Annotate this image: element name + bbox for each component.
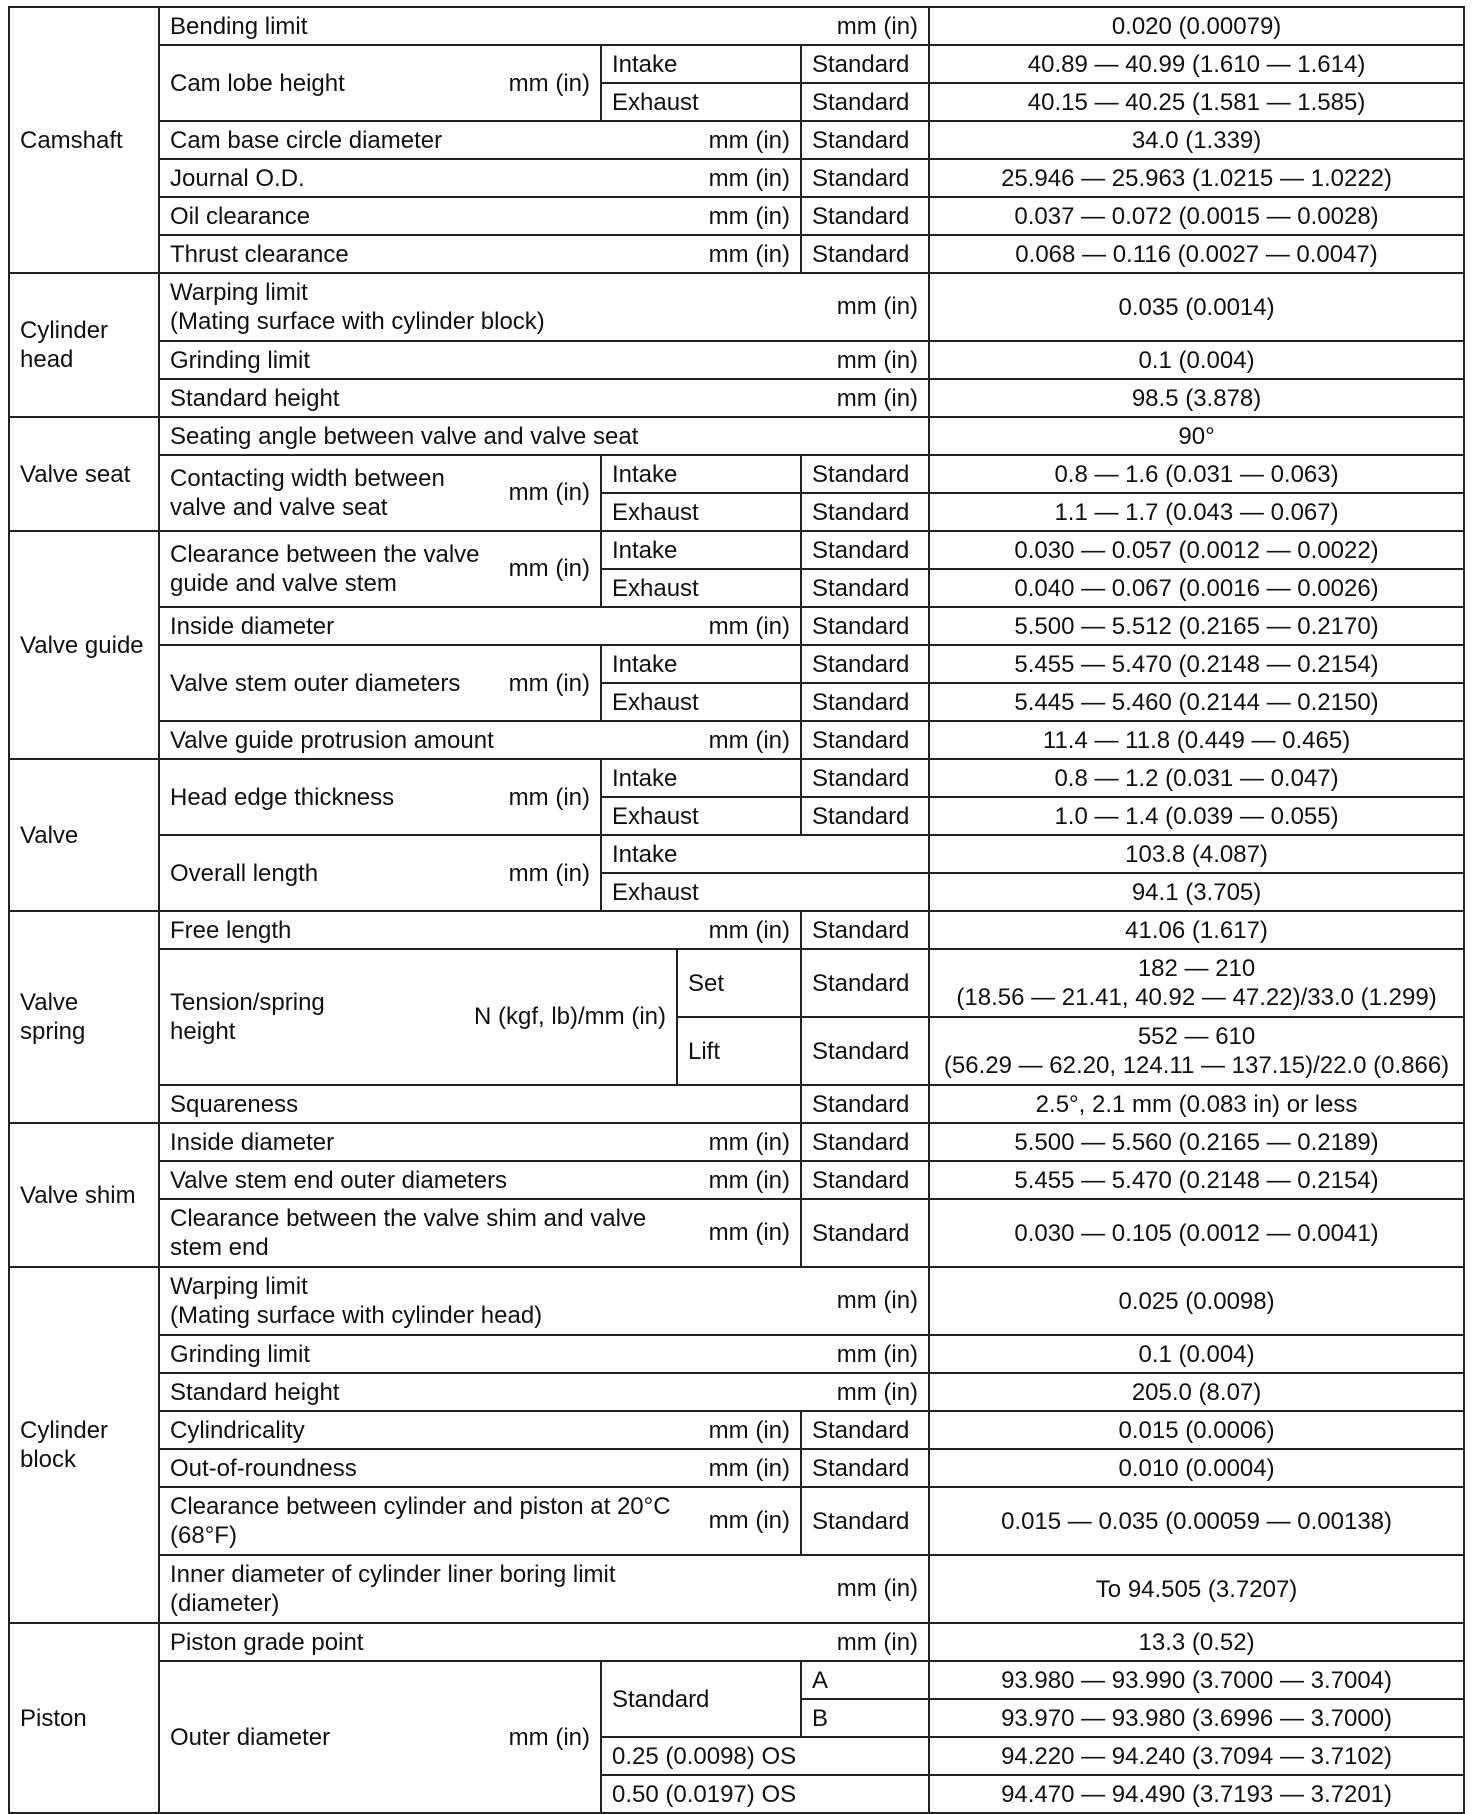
param-value: 5.455 — 5.470 (0.2148 — 0.2154) (929, 645, 1464, 683)
category-piston: Piston (9, 1623, 159, 1813)
param-label: mm (in) Standard height (159, 379, 929, 417)
param-value: 552 — 610 (56.29 — 62.20, 124.11 — 137.15)/22.0 (0.866) (929, 1017, 1464, 1085)
standard-label: Standard (801, 683, 929, 721)
param-value: 0.040 — 0.067 (0.0016 — 0.0026) (929, 569, 1464, 607)
param-label: mm (in) Valve stem outer diameters (159, 645, 601, 721)
intake-label: Intake (601, 835, 929, 873)
category-valve-shim: Valve shim (9, 1123, 159, 1267)
param-value: 0.1 (0.004) (929, 341, 1464, 379)
intake-label: Intake (601, 455, 801, 493)
table-row (9, 1661, 1464, 1699)
table-row (9, 1449, 1464, 1487)
standard-label: Standard (801, 645, 929, 683)
param-label: mm (in) Cam lobe height (159, 45, 601, 121)
set-label: Set (677, 949, 801, 1017)
exhaust-label: Exhaust (601, 493, 801, 531)
param-value: 40.89 — 40.99 (1.610 — 1.614) (929, 45, 1464, 83)
category-valve-spring: Valve spring (9, 911, 159, 1123)
param-label: mm (in) Bending limit (159, 7, 929, 45)
oversize-label: 0.50 (0.0197) OS (601, 1775, 929, 1813)
param-label: mm (in) Warping limit (Mating surface with cylinder head) (159, 1267, 929, 1335)
param-value: 11.4 — 11.8 (0.449 — 0.465) (929, 721, 1464, 759)
table-row (9, 341, 1464, 379)
param-label: mm (in) Cylindricality (159, 1411, 801, 1449)
standard-label: Standard (801, 121, 929, 159)
standard-label: Standard (801, 911, 929, 949)
category-camshaft: Camshaft (9, 7, 159, 273)
table-row (9, 531, 1464, 569)
param-value: 5.500 — 5.512 (0.2165 — 0.2170) (929, 607, 1464, 645)
table-row (9, 1373, 1464, 1411)
param-value: 13.3 (0.52) (929, 1623, 1464, 1661)
category-valve-guide: Valve guide (9, 531, 159, 759)
param-value: 0.8 — 1.2 (0.031 — 0.047) (929, 759, 1464, 797)
param-label: mm (in) Outer diameter (159, 1661, 601, 1813)
table-row (9, 1555, 1464, 1623)
standard-label: Standard (801, 1123, 929, 1161)
standard-label: Standard (801, 159, 929, 197)
lift-label: Lift (677, 1017, 801, 1085)
param-value: 94.220 — 94.240 (3.7094 — 3.7102) (929, 1737, 1464, 1775)
param-label: Seating angle between valve and valve seat (159, 417, 929, 455)
standard-label: Standard (801, 797, 929, 835)
param-label: mm (in) Valve guide protrusion amount (159, 721, 801, 759)
table-row (9, 721, 1464, 759)
intake-label: Intake (601, 531, 801, 569)
standard-label: Standard (801, 607, 929, 645)
param-value: 25.946 — 25.963 (1.0215 — 1.0222) (929, 159, 1464, 197)
table-row (9, 159, 1464, 197)
oversize-label: 0.25 (0.0098) OS (601, 1737, 929, 1775)
param-label: mm (in) Clearance between the valve guide and valve stem (159, 531, 601, 607)
param-value: 94.1 (3.705) (929, 873, 1464, 911)
param-value: 1.1 — 1.7 (0.043 — 0.067) (929, 493, 1464, 531)
standard-label: Standard (801, 1487, 929, 1555)
standard-label: Standard (801, 1449, 929, 1487)
param-label: mm (in) Standard height (159, 1373, 929, 1411)
standard-label: Standard (801, 531, 929, 569)
table-row (9, 607, 1464, 645)
param-label: mm (in) Cam base circle diameter (159, 121, 801, 159)
param-label: mm (in) Clearance between the valve shim and valve stem end (159, 1199, 801, 1267)
table-row (9, 835, 1464, 873)
standard-label: Standard (801, 569, 929, 607)
table-row (9, 455, 1464, 493)
exhaust-label: Exhaust (601, 873, 929, 911)
param-label: mm (in) Inside diameter (159, 607, 801, 645)
param-value: 93.970 — 93.980 (3.6996 — 3.7000) (929, 1699, 1464, 1737)
standard-label: Standard (801, 1017, 929, 1085)
standard-label: Standard (801, 1411, 929, 1449)
table-row (9, 197, 1464, 235)
param-label: mm (in) Oil clearance (159, 197, 801, 235)
param-value: 0.015 (0.0006) (929, 1411, 1464, 1449)
param-label: mm (in) Inside diameter (159, 1123, 801, 1161)
param-value: 0.068 — 0.116 (0.0027 — 0.0047) (929, 235, 1464, 273)
standard-label: Standard (801, 45, 929, 83)
exhaust-label: Exhaust (601, 683, 801, 721)
param-value: 0.8 — 1.6 (0.031 — 0.063) (929, 455, 1464, 493)
table-row (9, 1123, 1464, 1161)
param-value: 0.020 (0.00079) (929, 7, 1464, 45)
param-value: 5.455 — 5.470 (0.2148 — 0.2154) (929, 1161, 1464, 1199)
table-row (9, 1199, 1464, 1267)
param-label: mm (in) Valve stem end outer diameters (159, 1161, 801, 1199)
param-label: mm (in) Grinding limit (159, 341, 929, 379)
param-value: 0.010 (0.0004) (929, 1449, 1464, 1487)
table-row (9, 1267, 1464, 1335)
table-row (9, 949, 1464, 1017)
param-label: mm (in) Thrust clearance (159, 235, 801, 273)
param-value: 40.15 — 40.25 (1.581 — 1.585) (929, 83, 1464, 121)
param-value: 41.06 (1.617) (929, 911, 1464, 949)
param-value: 2.5°, 2.1 mm (0.083 in) or less (929, 1085, 1464, 1123)
category-valve-seat: Valve seat (9, 417, 159, 531)
grade-a-label: A (801, 1661, 929, 1699)
spec-table (8, 6, 1465, 1814)
standard-label: Standard (801, 83, 929, 121)
param-label: mm (in) Warping limit (Mating surface with cylinder block) (159, 273, 929, 341)
param-label: mm (in) Journal O.D. (159, 159, 801, 197)
table-row (9, 1487, 1464, 1555)
param-label: mm (in) Free length (159, 911, 801, 949)
param-label: mm (in) Head edge thickness (159, 759, 601, 835)
category-cylinder-head: Cylinder head (9, 273, 159, 417)
standard-label: Standard (801, 759, 929, 797)
param-value: 94.470 — 94.490 (3.7193 — 3.7201) (929, 1775, 1464, 1813)
param-value: 0.035 (0.0014) (929, 273, 1464, 341)
table-row (9, 1085, 1464, 1123)
standard-label: Standard (801, 721, 929, 759)
param-value: 90° (929, 417, 1464, 455)
param-label: Squareness (159, 1085, 801, 1123)
table-row (9, 1161, 1464, 1199)
intake-label: Intake (601, 45, 801, 83)
exhaust-label: Exhaust (601, 569, 801, 607)
param-value: 0.1 (0.004) (929, 1335, 1464, 1373)
param-value: 205.0 (8.07) (929, 1373, 1464, 1411)
param-value: 182 — 210 (18.56 — 21.41, 40.92 — 47.22)/33.0 (1.299) (929, 949, 1464, 1017)
table-row (9, 7, 1464, 45)
table-row (9, 121, 1464, 159)
table-row (9, 1411, 1464, 1449)
standard-label: Standard (801, 1085, 929, 1123)
exhaust-label: Exhaust (601, 83, 801, 121)
table-row (9, 235, 1464, 273)
param-value: 1.0 — 1.4 (0.039 — 0.055) (929, 797, 1464, 835)
standard-label: Standard (801, 1199, 929, 1267)
standard-label: Standard (801, 1161, 929, 1199)
param-value: 5.445 — 5.460 (0.2144 — 0.2150) (929, 683, 1464, 721)
table-row (9, 273, 1464, 341)
param-value: 98.5 (3.878) (929, 379, 1464, 417)
table-row (9, 45, 1464, 83)
param-value: 34.0 (1.339) (929, 121, 1464, 159)
table-row (9, 417, 1464, 455)
standard-label: Standard (801, 949, 929, 1017)
standard-label: Standard (801, 197, 929, 235)
param-value: 0.015 — 0.035 (0.00059 — 0.00138) (929, 1487, 1464, 1555)
standard-label: Standard (601, 1661, 801, 1737)
param-value: 0.025 (0.0098) (929, 1267, 1464, 1335)
table-row (9, 759, 1464, 797)
param-label: mm (in) Clearance between cylinder and piston at 20°C (68°F) (159, 1487, 801, 1555)
intake-label: Intake (601, 645, 801, 683)
param-value: 93.980 — 93.990 (3.7000 — 3.7004) (929, 1661, 1464, 1699)
exhaust-label: Exhaust (601, 797, 801, 835)
param-value: 103.8 (4.087) (929, 835, 1464, 873)
param-value: 0.030 — 0.057 (0.0012 — 0.0022) (929, 531, 1464, 569)
param-label: mm (in) Overall length (159, 835, 601, 911)
table-row (9, 1335, 1464, 1373)
param-label: mm (in) Contacting width between valve and valve seat (159, 455, 601, 531)
category-cylinder-block: Cylinder block (9, 1267, 159, 1623)
param-label: mm (in) Piston grade point (159, 1623, 929, 1661)
param-value: 0.037 — 0.072 (0.0015 — 0.0028) (929, 197, 1464, 235)
param-label: mm (in) Grinding limit (159, 1335, 929, 1373)
table-row (9, 645, 1464, 683)
grade-b-label: B (801, 1699, 929, 1737)
table-row (9, 911, 1464, 949)
category-valve: Valve (9, 759, 159, 911)
standard-label: Standard (801, 493, 929, 531)
param-label: mm (in) Out-of-roundness (159, 1449, 801, 1487)
intake-label: Intake (601, 759, 801, 797)
param-value: To 94.505 (3.7207) (929, 1555, 1464, 1623)
param-value: 5.500 — 5.560 (0.2165 — 0.2189) (929, 1123, 1464, 1161)
table-row (9, 1623, 1464, 1661)
standard-label: Standard (801, 235, 929, 273)
param-value: 0.030 — 0.105 (0.0012 — 0.0041) (929, 1199, 1464, 1267)
standard-label: Standard (801, 455, 929, 493)
param-label: mm (in) Inner diameter of cylinder liner boring limit (diameter) (159, 1555, 929, 1623)
table-row (9, 379, 1464, 417)
param-label: N (kgf, lb)/mm (in) Tension/spring height (159, 949, 677, 1085)
